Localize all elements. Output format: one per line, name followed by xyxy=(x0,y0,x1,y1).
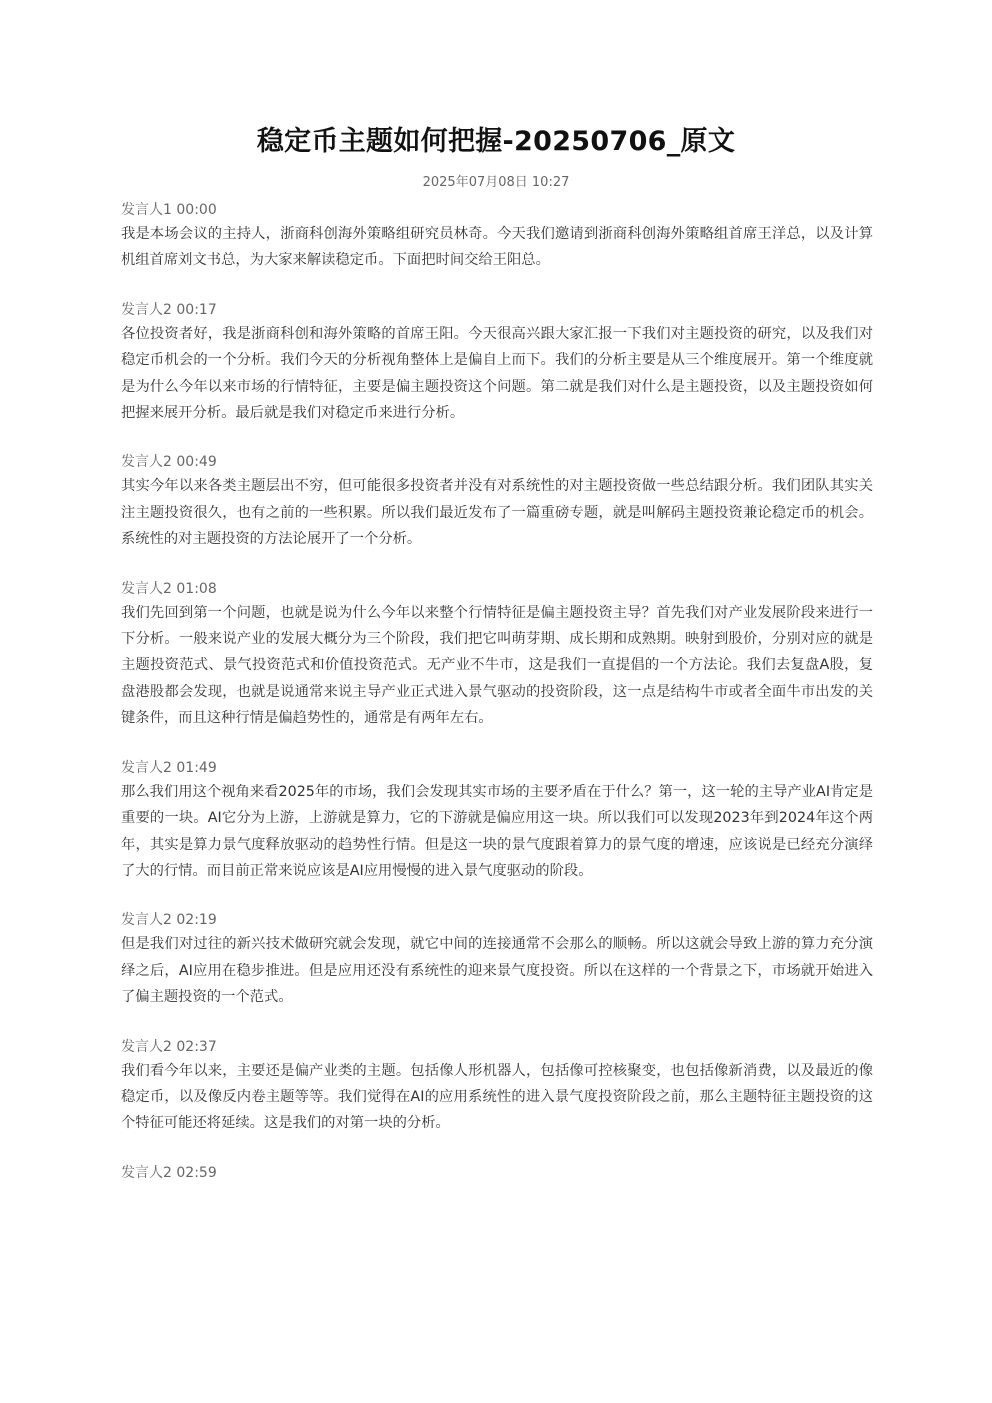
timestamp: 00:17 xyxy=(176,301,217,318)
transcript-segment xyxy=(121,909,873,1010)
document-date: 2025年07月08日 10:27 xyxy=(422,175,570,190)
timestamp: 00:49 xyxy=(176,454,217,471)
timestamp: 02:19 xyxy=(176,912,217,929)
speaker-line xyxy=(121,578,873,600)
speaker-name: 发言人1 xyxy=(121,202,172,218)
speaker-line xyxy=(121,299,873,321)
speaker-line xyxy=(121,451,873,473)
timestamp: 02:59 xyxy=(176,1164,217,1181)
document-title: 稳定币主题如何把握-20250706_原文 xyxy=(256,126,736,157)
segment-text: 我是本场会议的主持人，浙商科创海外策略组研究员林奇。今天我们邀请到浙商科创海外策略组首席王洋总，以及计算机组首席刘文书总，为大家来解读稳定币。下面把时间交给王阳总。 xyxy=(121,226,873,269)
segment-text: 各位投资者好，我是浙商科创和海外策略的首席王阳。今天很高兴跟大家汇报一下我们对主题投资的研究，以及我们对稳定币机会的一个分析。我们今天的分析视角整体上是偏自上而下。我们的分析主要是从三个维度展开。第一个维度就是为什么今年以来市场的行情特征，主要是偏主题投资这个问题。第二就是我们对什么是主题投资，以及主题投资如何把握来展开分析。最后就是我们对稳定币来进行分析。 xyxy=(121,325,873,422)
speaker-name: 发言人2 xyxy=(121,301,172,318)
transcript-segment xyxy=(121,299,873,427)
timestamp: 02:37 xyxy=(176,1038,217,1055)
transcript-segment xyxy=(121,1036,873,1137)
timestamp: 00:00 xyxy=(176,202,217,218)
speaker-name: 发言人2 xyxy=(121,1038,172,1055)
transcript xyxy=(121,199,873,1209)
transcript-segment xyxy=(121,199,873,274)
speaker-name: 发言人2 xyxy=(121,759,172,776)
segment-text: 我们先回到第一个问题，也就是说为什么今年以来整个行情特征是偏主题投资主导？首先我们对产业发展阶段来进行一下分析。一般来说产业的发展大概分为三个阶段，我们把它叫萌芽期、成长期和成熟期。映射到股价，分别对应的就是主题投资范式、景气投资范式和价值投资范式。无产业不牛市，这是我们一直提倡的一个方法论。我们去复盘A股，复盘港股都会发现，也就是说通常来说主导产业正式进入景气驱动的投资阶段，这一点是结构牛市或者全面牛市出发的关键条件，而且这种行情是偏趋势性的，通常是有两年左右。 xyxy=(121,604,873,727)
transcript-segment xyxy=(121,451,873,552)
speaker-line xyxy=(121,1036,873,1058)
segment-text: 其实今年以来各类主题层出不穷，但可能很多投资者并没有对系统性的对主题投资做一些总结跟分析。我们团队其实关注主题投资很久，也有之前的一些积累。所以我们最近发布了一篇重磅专题，就是叫解码主题投资兼论稳定币的机会。系统性的对主题投资的方法论展开了一个分析。 xyxy=(121,478,873,548)
transcript-segment xyxy=(121,757,873,885)
segment-text: 那么我们用这个视角来看2025年的市场，我们会发现其实市场的主要矛盾在于什么？第一，这一轮的主导产业AI肯定是重要的一块。AI它分为上游，上游就是算力，它的下游就是偏应用这一块。所以我们可以发现2023年到2024年这个两年，其实是算力景气度释放驱动的趋势性行情。但是这一块的景气度跟着算力的景气度的增速，应该说是已经充分演绎了大的行情。而目前正常来说应该是AI应用慢慢的进入景气度驱动的阶段。 xyxy=(121,783,873,879)
transcript-segment xyxy=(121,578,873,732)
timestamp: 01:49 xyxy=(176,759,217,776)
speaker-name: 发言人2 xyxy=(121,1164,172,1181)
speaker-line xyxy=(121,1162,873,1184)
speaker-name: 发言人2 xyxy=(121,912,172,929)
speaker-name: 发言人2 xyxy=(121,454,172,471)
segment-text: 我们看今年以来，主要还是偏产业类的主题。包括像人形机器人，包括像可控核聚变，也包括像新消费，以及最近的像稳定币，以及像反内卷主题等等。我们觉得在AI的应用系统性的进入景气度投资阶段之前，那么主题特征主题投资的这个特征可能还将延续。这是我们的对第一块的分析。 xyxy=(121,1062,873,1132)
segment-text: 但是我们对过往的新兴技术做研究就会发现，就它中间的连接通常不会那么的顺畅。所以这就会导致上游的算力充分演绎之后，AI应用在稳步推进。但是应用还没有系统性的迎来景气度投资。所以在这样的一个背景之下，市场就开始进入了偏主题投资的一个范式。 xyxy=(121,936,873,1006)
speaker-name: 发言人2 xyxy=(121,580,172,597)
timestamp: 01:08 xyxy=(176,580,217,597)
speaker-line xyxy=(121,757,873,779)
transcript-segment xyxy=(121,1162,873,1184)
speaker-line xyxy=(121,199,873,221)
speaker-line xyxy=(121,909,873,931)
